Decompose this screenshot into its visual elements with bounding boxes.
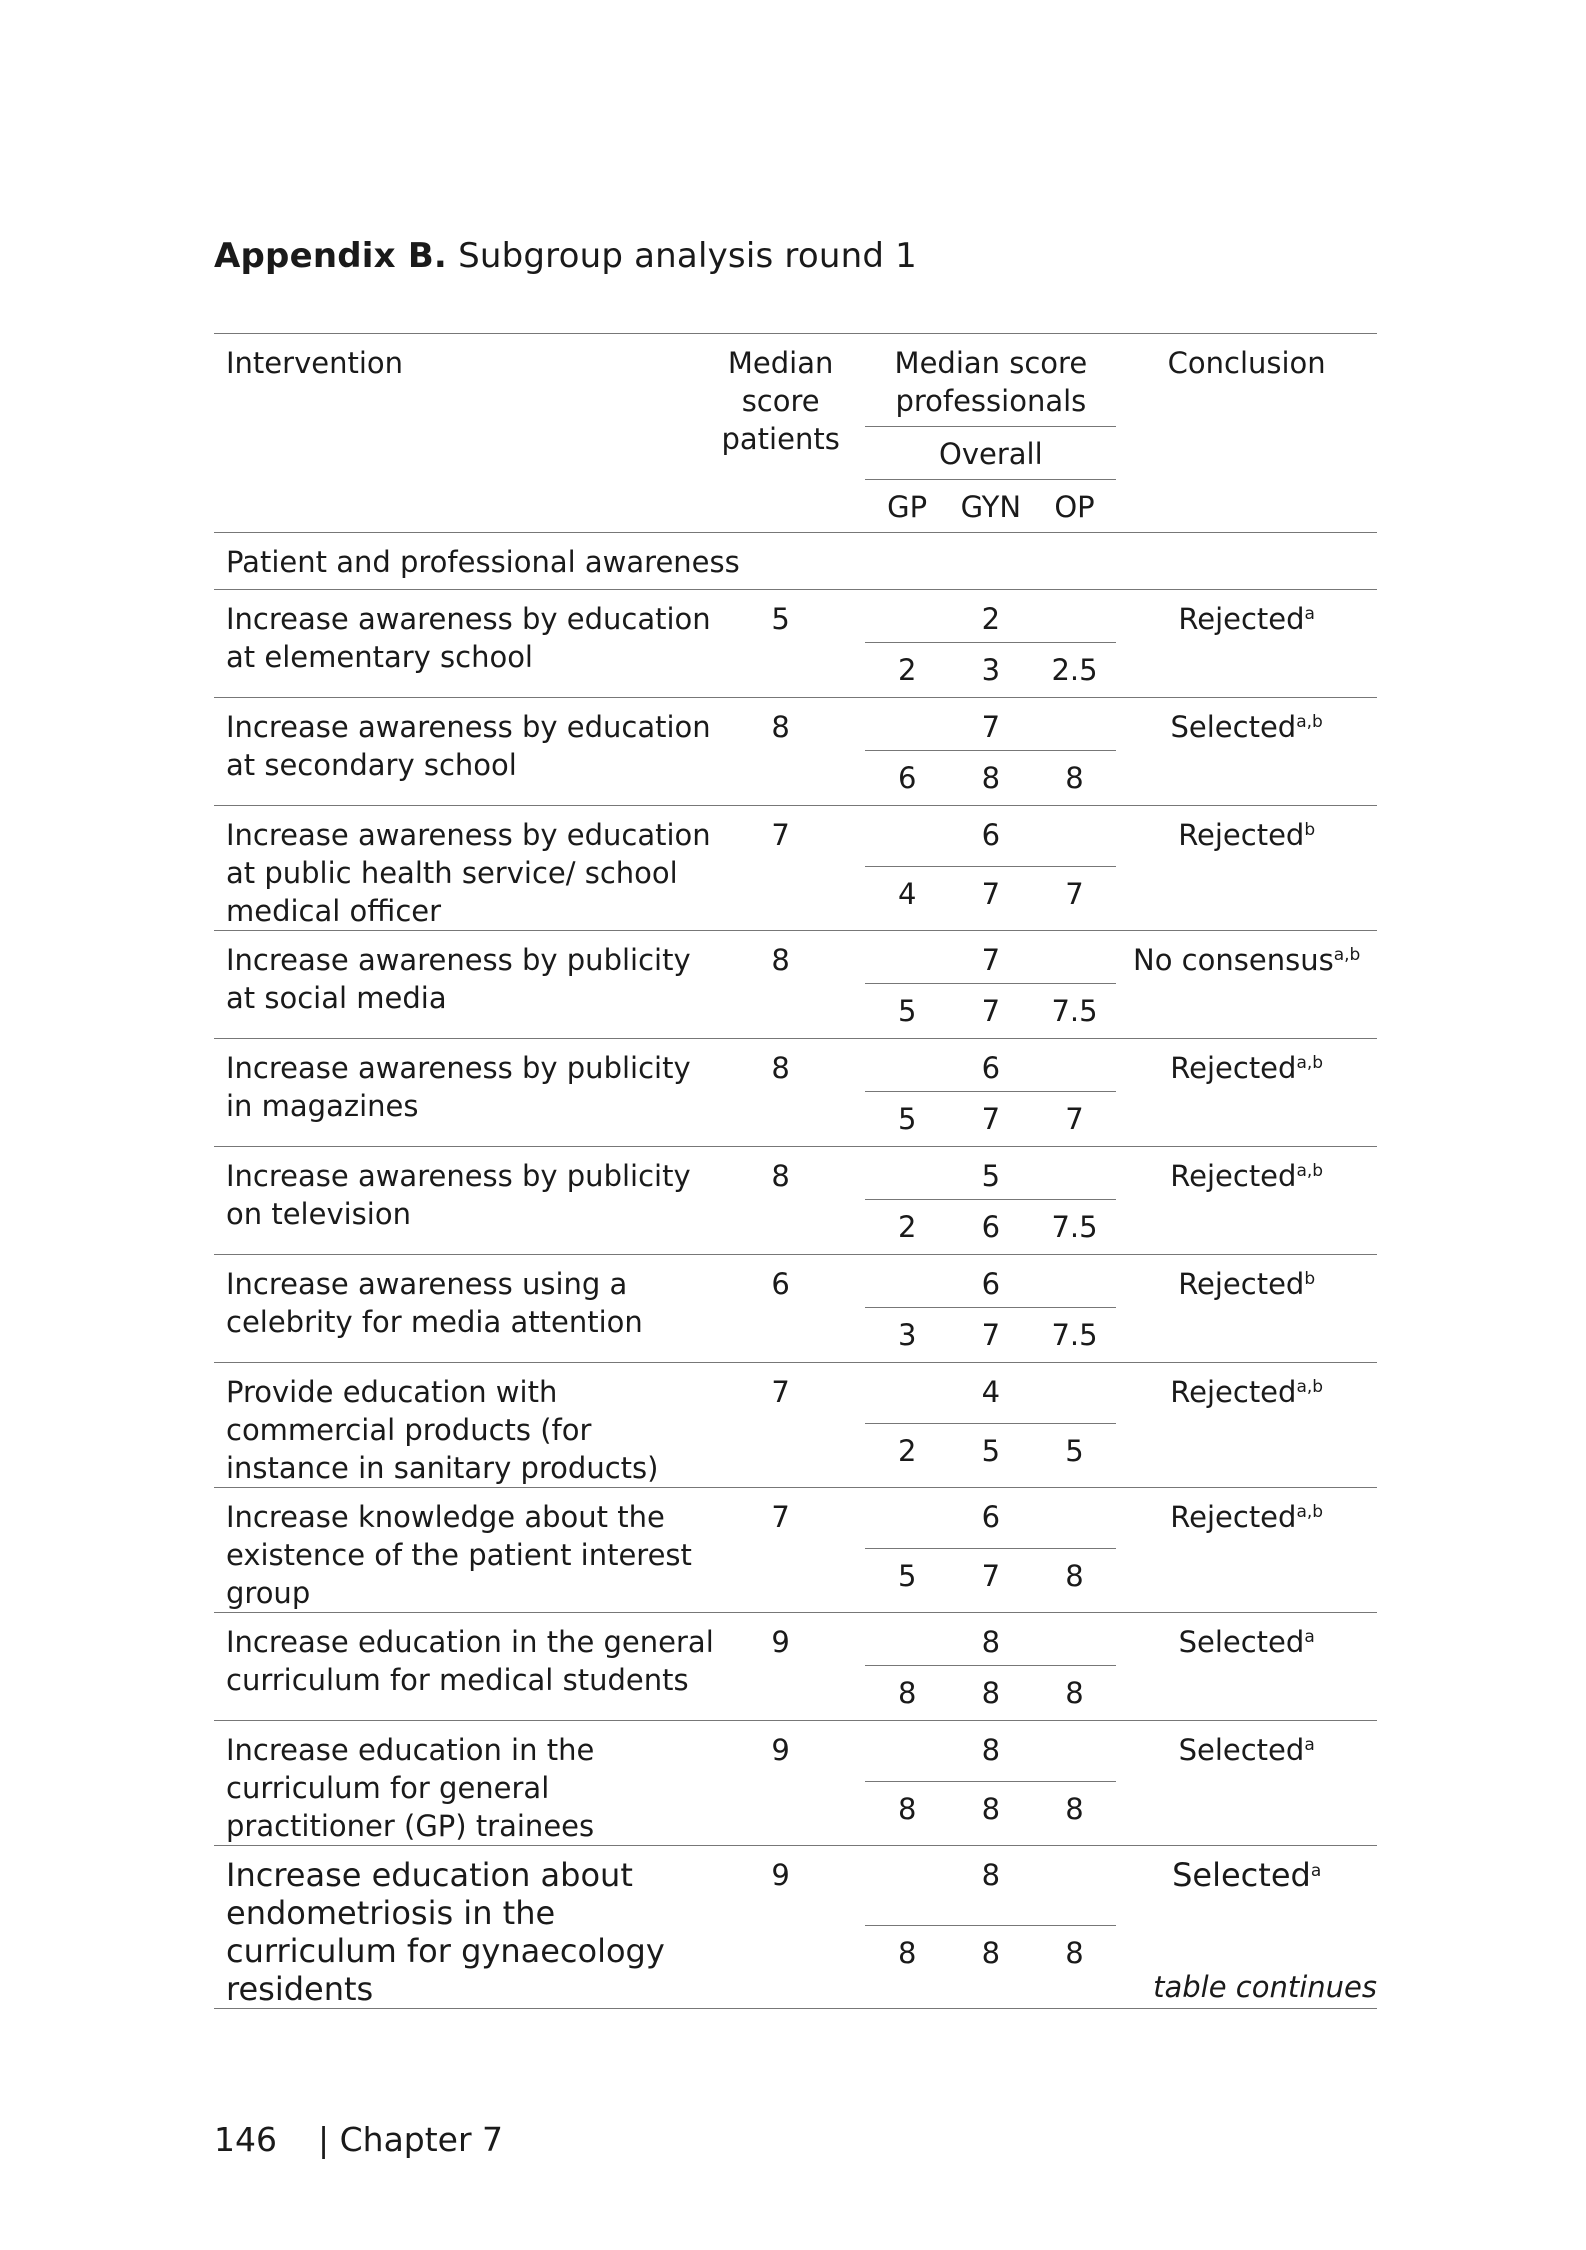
gp-cell: 2 — [865, 643, 949, 698]
intervention-cell: Increase awareness by publicity at social media — [214, 931, 722, 1039]
gp-cell: 8 — [865, 1925, 949, 2008]
median-patients-cell: 7 — [722, 1363, 840, 1488]
overall-cell: 6 — [865, 1488, 1116, 1549]
conclusion-text: Selected — [1170, 710, 1297, 744]
conclusion-footnote: a,b — [1296, 712, 1323, 732]
conclusion-footnote: a — [1304, 1627, 1315, 1647]
op-cell: 7 — [1033, 1092, 1117, 1147]
intervention-cell: Increase knowledge about the existence of the patient interest group — [214, 1488, 722, 1613]
median-patients-cell: 8 — [722, 698, 840, 806]
table-row — [214, 806, 1377, 867]
overall-cell: 8 — [865, 1721, 1116, 1782]
conclusion-footnote: a,b — [1296, 1502, 1324, 1522]
conclusion-cell — [1116, 931, 1377, 1039]
header-op: OP — [1054, 490, 1095, 524]
conclusion-footnote: a,b — [1296, 1161, 1324, 1181]
conclusion-cell — [1116, 1147, 1377, 1255]
overall-cell: 8 — [865, 1846, 1116, 1926]
conclusion-text: Rejected — [1178, 602, 1305, 636]
overall-cell: 7 — [865, 698, 1116, 751]
overall-cell: 8 — [865, 1613, 1116, 1666]
conclusion-text: Rejected — [1170, 1159, 1297, 1193]
intervention-cell: Increase education in the general curriculum for medical students — [214, 1613, 722, 1721]
overall-cell: 6 — [865, 806, 1116, 867]
gyn-cell: 8 — [949, 1666, 1033, 1721]
table-continues-note: table continues — [1153, 1970, 1377, 2004]
table-row — [214, 590, 1377, 643]
gp-cell: 8 — [865, 1782, 949, 1846]
table-row — [214, 1721, 1377, 1782]
overall-cell: 2 — [865, 590, 1116, 643]
gp-cell: 8 — [865, 1666, 949, 1721]
header-median-professionals: Median score professionals — [865, 334, 1116, 427]
op-cell: 8 — [1033, 751, 1117, 806]
conclusion-cell — [1116, 1613, 1377, 1721]
gp-cell: 6 — [865, 751, 949, 806]
intervention-cell: Increase awareness by publicity in magazines — [214, 1039, 722, 1147]
header-gyn: GYN — [960, 490, 1022, 524]
op-cell: 8 — [1033, 1666, 1117, 1721]
op-cell: 7.5 — [1033, 984, 1117, 1039]
table-row — [214, 1147, 1377, 1200]
header-overall: Overall — [865, 427, 1116, 480]
header-conclusion: Conclusion — [1167, 346, 1326, 380]
op-cell: 5 — [1033, 1424, 1117, 1488]
gp-cell: 4 — [865, 867, 949, 931]
gyn-cell: 7 — [949, 867, 1033, 931]
table-row — [214, 1613, 1377, 1666]
conclusion-footnote: a — [1304, 1735, 1315, 1755]
median-patients-cell: 7 — [722, 806, 840, 931]
table-caption — [214, 236, 917, 276]
header-intervention: Intervention — [226, 346, 404, 380]
gp-cell: 2 — [865, 1200, 949, 1255]
gyn-cell: 7 — [949, 1092, 1033, 1147]
overall-cell: 6 — [865, 1255, 1116, 1308]
gyn-cell: 8 — [949, 1925, 1033, 2008]
intervention-cell: Provide education with commercial products (for instance in sanitary products) — [214, 1363, 722, 1488]
conclusion-cell — [1116, 806, 1377, 931]
median-patients-cell: 7 — [722, 1488, 840, 1613]
conclusion-footnote: a — [1310, 1861, 1322, 1881]
gyn-cell: 5 — [949, 1424, 1033, 1488]
conclusion-text: Selected — [1178, 1733, 1305, 1767]
conclusion-cell — [1116, 1363, 1377, 1488]
conclusion-footnote: a — [1304, 604, 1315, 624]
median-patients-cell: 8 — [722, 1039, 840, 1147]
overall-cell: 4 — [865, 1363, 1116, 1424]
op-cell: 8 — [1033, 1782, 1117, 1846]
gyn-cell: 7 — [949, 984, 1033, 1039]
intervention-cell: Increase awareness by education at elementary school — [214, 590, 722, 698]
intervention-cell: Increase awareness using a celebrity for media attention — [214, 1255, 722, 1363]
table-row — [214, 931, 1377, 984]
conclusion-text: Selected — [1172, 1856, 1311, 1894]
conclusion-cell — [1116, 1721, 1377, 1846]
conclusion-text: Rejected — [1178, 818, 1305, 852]
intervention-cell: Increase awareness by education at public health service/ school medical officer — [214, 806, 722, 931]
op-cell: 8 — [1033, 1925, 1117, 2008]
intervention-cell: Increase education about endometriosis in the curriculum for gynaecology residents — [214, 1846, 722, 2009]
table-row — [214, 698, 1377, 751]
gyn-cell: 6 — [949, 1200, 1033, 1255]
gyn-cell: 7 — [949, 1308, 1033, 1363]
gp-cell: 5 — [865, 1549, 949, 1613]
table-row — [214, 1039, 1377, 1092]
gp-cell: 5 — [865, 1092, 949, 1147]
median-patients-cell: 9 — [722, 1613, 840, 1721]
conclusion-text: Rejected — [1170, 1375, 1297, 1409]
table-row — [214, 1255, 1377, 1308]
op-cell: 8 — [1033, 1549, 1117, 1613]
conclusion-footnote: b — [1304, 820, 1316, 840]
gp-cell: 2 — [865, 1424, 949, 1488]
conclusion-text: No consensus — [1133, 943, 1334, 977]
gp-cell: 3 — [865, 1308, 949, 1363]
conclusion-text: Rejected — [1170, 1500, 1297, 1534]
conclusion-footnote: a,b — [1296, 1053, 1324, 1073]
intervention-cell: Increase awareness by education at secondary school — [214, 698, 722, 806]
table-row — [214, 1363, 1377, 1424]
conclusion-cell — [1116, 590, 1377, 698]
table-row — [214, 1846, 1377, 1926]
gyn-cell: 8 — [949, 1782, 1033, 1846]
conclusion-footnote: b — [1304, 1269, 1316, 1289]
op-cell: 7.5 — [1033, 1200, 1117, 1255]
gyn-cell: 8 — [949, 751, 1033, 806]
conclusion-footnote: a,b — [1296, 1377, 1324, 1397]
op-cell: 7.5 — [1033, 1308, 1117, 1363]
conclusion-text: Rejected — [1178, 1267, 1305, 1301]
intervention-cell: Increase awareness by publicity on television — [214, 1147, 722, 1255]
conclusion-cell — [1116, 1255, 1377, 1363]
overall-cell: 7 — [865, 931, 1116, 984]
median-patients-cell: 5 — [722, 590, 840, 698]
op-cell: 2.5 — [1033, 643, 1117, 698]
conclusion-text: Rejected — [1170, 1051, 1297, 1085]
conclusion-footnote: a,b — [1333, 945, 1361, 965]
header-gp: GP — [887, 490, 928, 524]
conclusion-text: Selected — [1178, 1625, 1305, 1659]
overall-cell: 6 — [865, 1039, 1116, 1092]
conclusion-cell — [1116, 1488, 1377, 1613]
median-patients-cell: 9 — [722, 1846, 840, 2009]
subgroup-analysis-table — [214, 333, 1377, 2009]
median-patients-cell: 8 — [722, 931, 840, 1039]
overall-cell: 5 — [865, 1147, 1116, 1200]
conclusion-cell — [1116, 1039, 1377, 1147]
median-patients-cell: 9 — [722, 1721, 840, 1846]
gyn-cell: 3 — [949, 643, 1033, 698]
section-title: Patient and professional awareness — [226, 545, 740, 579]
gyn-cell: 7 — [949, 1549, 1033, 1613]
median-patients-cell: 6 — [722, 1255, 840, 1363]
page-number: 146 — [214, 2120, 277, 2159]
chapter-label: | Chapter 7 — [318, 2120, 504, 2159]
conclusion-cell — [1116, 698, 1377, 806]
op-cell: 7 — [1033, 867, 1117, 931]
caption-title: Subgroup analysis round 1 — [458, 236, 917, 276]
caption-label: Appendix B. — [214, 236, 448, 276]
header-median-patients: Median score patients — [721, 346, 840, 456]
table-row — [214, 1488, 1377, 1549]
gp-cell: 5 — [865, 984, 949, 1039]
median-patients-cell: 8 — [722, 1147, 840, 1255]
intervention-cell: Increase education in the curriculum for general practitioner (GP) trainees — [214, 1721, 722, 1846]
